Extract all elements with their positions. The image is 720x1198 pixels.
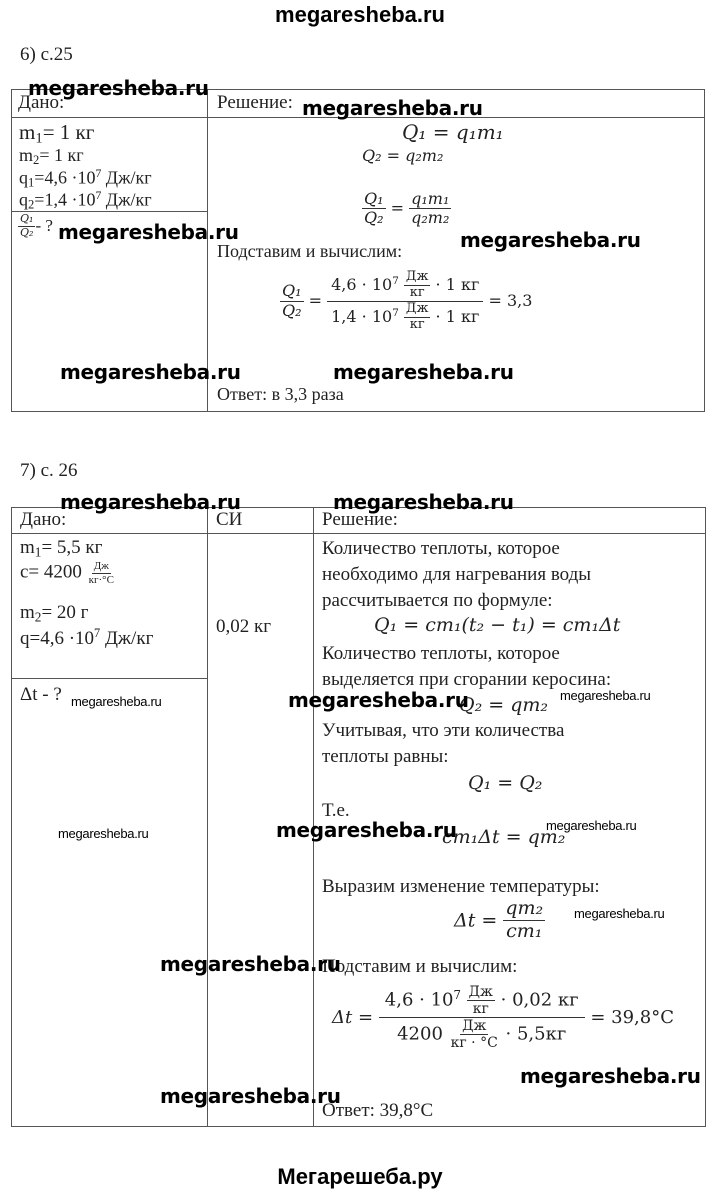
task6-answer: Ответ: в 3,3 раза: [217, 384, 344, 404]
task6-eq1: Q₁ = q₁m₁: [402, 120, 504, 144]
task6-substitute-text: Подставим и вычислим:: [217, 241, 403, 261]
task6-calculation: $\frac{\text{Q₁}}{\text{Q₂}}$ = $4,6 \cdot 10^7$ $\frac{Дж}{кг}$ · 1 кг $1,4 \cdot 10^7$ $\frac{Дж}{кг}$ · 1 кг = 3,3: [282, 269, 533, 332]
task7-eq5: Δt = $\frac{\text{qm₂}}{\text{cm₁}}$: [454, 897, 544, 942]
task7-eq4: cm₁Δt = qm₂: [442, 826, 566, 848]
watermark: megaresheba.ru: [60, 490, 241, 514]
watermark: megaresheba.ru: [71, 694, 162, 709]
task7-text-6: Учитывая, что эти количества: [322, 720, 565, 741]
task7-text-4: Количество теплоты, которое: [322, 643, 560, 664]
watermark: megaresheba.ru: [60, 360, 241, 384]
watermark: megaresheba.ru: [160, 1084, 341, 1108]
task7-given-m2: $m_2= 20$ г: [20, 602, 89, 625]
site-header: megaresheba.ru: [275, 2, 445, 27]
task6-given-q1: $q_1=4,6 \cdot 10^7$ Дж/кг: [19, 167, 152, 190]
task7-given-m1: $m_1= 5,5$ кг: [20, 537, 103, 560]
watermark: megaresheba.ru: [574, 906, 665, 921]
task7-calculation: Δt = $4,6 \cdot 10^7$ $\frac{Дж}{кг}$ · 0,02 кг 4200 $\frac{Дж}{кг \cdot ^\circ С}$ · 5,5кг = 39,8°С: [332, 984, 674, 1052]
watermark: megaresheba.ru: [546, 818, 637, 833]
site-footer: Мегарешеба.ру: [277, 1164, 443, 1189]
task7-text-8: Т.е.: [322, 800, 350, 821]
task7-text-2: необходимо для нагревания воды: [322, 564, 592, 585]
watermark: megaresheba.ru: [288, 688, 469, 712]
task7-text-3: рассчитывается по формуле:: [322, 590, 553, 611]
task6-ratio-eq: $\frac{\text{Q₁}}{\text{Q₂}}$ = $\frac{\text{q₁m₁}}{\text{q₂m₂}}$: [364, 189, 450, 228]
task7-given-header: Дано:: [20, 509, 67, 530]
task7-text-1: Количество теплоты, которое: [322, 538, 560, 559]
task7-text-10: Подставим и вычислим:: [322, 956, 518, 977]
task6-given-q2: $q_2=1,4 \cdot 10^7$ Дж/кг: [19, 189, 152, 212]
task7-find: Δt - ?: [20, 684, 62, 705]
watermark: megaresheba.ru: [302, 96, 483, 120]
task7-solution-header: Решение:: [322, 509, 398, 530]
task7-eq1: Q₁ = cm₁(t₂ − t₁) = cm₁Δt: [374, 614, 621, 636]
task6-given-m1: $m_1= 1$ кг: [19, 120, 95, 147]
task7-answer: Ответ: 39,8°С: [322, 1100, 434, 1121]
watermark: megaresheba.ru: [28, 76, 209, 100]
task7-text-5: выделяется при сгорании керосина:: [322, 669, 612, 690]
task6-find: $\frac{\text{Q₁}}{\text{Q₂}}$ - ?: [20, 212, 53, 239]
watermark: megaresheba.ru: [160, 952, 341, 976]
task7-text-9: Выразим изменение температуры:: [322, 876, 600, 897]
watermark: megaresheba.ru: [460, 228, 641, 252]
task7-given-c: c= 4200 $\frac{Дж}{кг\cdot^\circ С}$: [20, 560, 114, 586]
watermark: megaresheba.ru: [58, 220, 239, 244]
task7-si-header: СИ: [216, 509, 243, 530]
task7-eq2: Q₂ = qm₂: [459, 694, 548, 716]
task6-given-header: Дано:: [18, 92, 65, 113]
watermark: megaresheba.ru: [333, 360, 514, 384]
task7-eq3: Q₁ = Q₂: [468, 772, 543, 794]
task6-label: 6) с.25: [20, 44, 73, 65]
task6-solution-header: Решение:: [217, 92, 293, 113]
task7-text-7: теплоты равны:: [322, 746, 449, 767]
watermark: megaresheba.ru: [58, 826, 149, 841]
watermark: megaresheba.ru: [520, 1064, 701, 1088]
task7-given-q: $q=4,6 \cdot 10^7$ Дж/кг: [20, 626, 154, 649]
watermark: megaresheba.ru: [333, 490, 514, 514]
task7-si-value: 0,02 кг: [216, 616, 272, 637]
task6-eq2: Q₂ = q₂m₂: [362, 146, 444, 165]
task7-label: 7) с. 26: [20, 460, 78, 481]
task6-given-m2: $m_2= 1$ кг: [19, 145, 84, 168]
watermark: megaresheba.ru: [276, 818, 457, 842]
watermark: megaresheba.ru: [560, 688, 651, 703]
